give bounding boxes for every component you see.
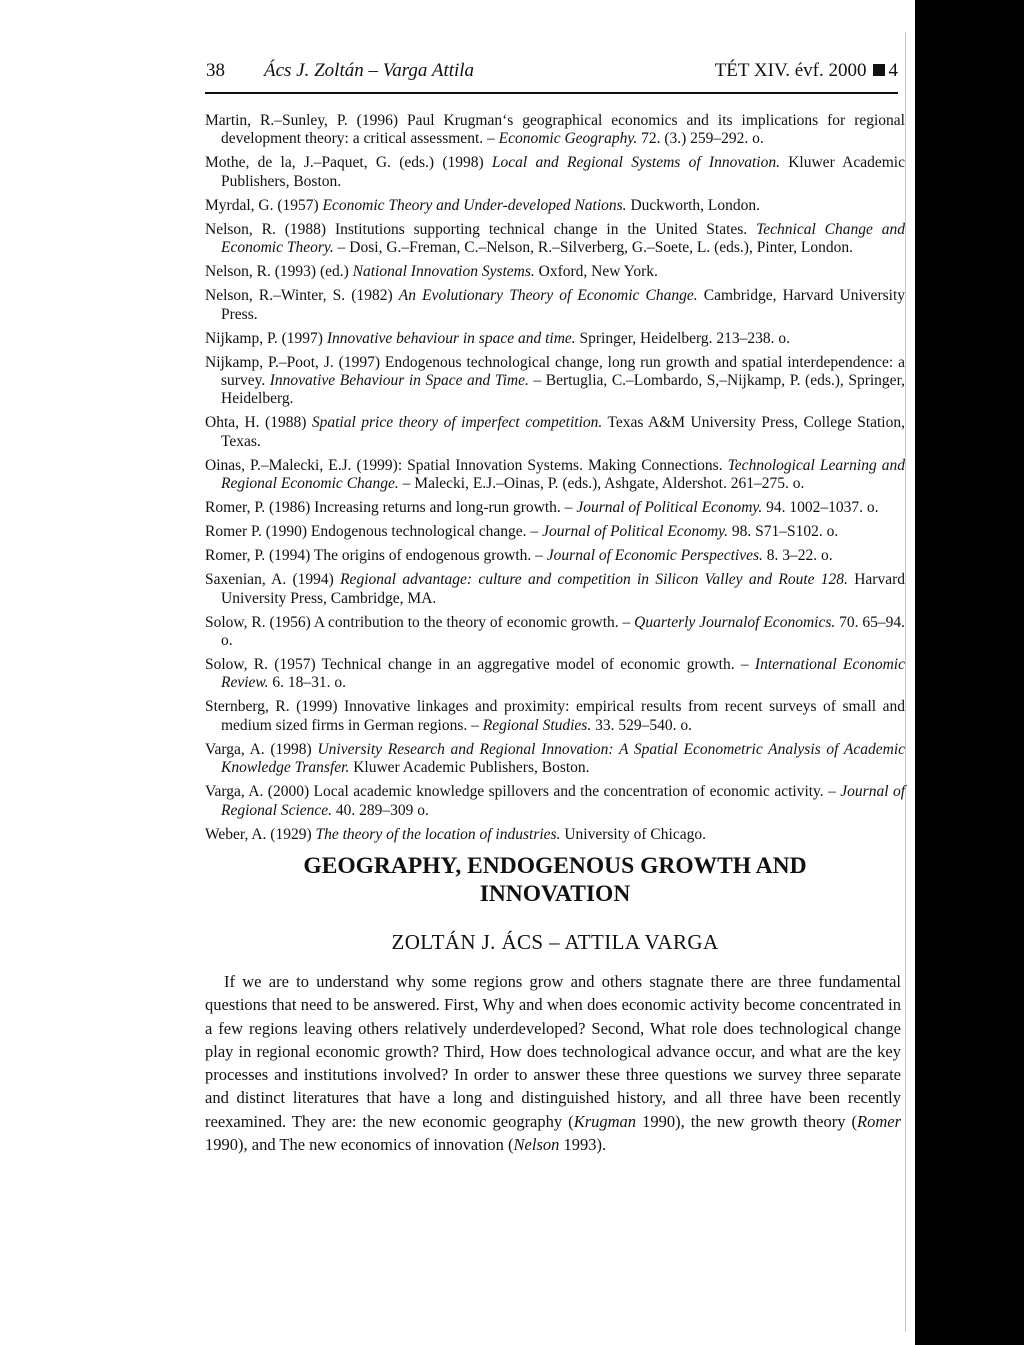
italic-segment: Regional Studies. — [482, 716, 592, 734]
reference-entry — [205, 826, 905, 844]
reference-entry — [205, 656, 905, 693]
text-segment: – Malecki, E.J.–Oinas, P. (eds.), Ashgate, Aldershot. 261–275. o. — [398, 475, 805, 493]
text-segment: Nijkamp, P. (1997) — [205, 329, 327, 347]
article-title-line-2: INNOVATION — [479, 881, 631, 907]
text-segment: Solow, R. (1956) A contribution to the theory of economic growth. – — [205, 613, 635, 631]
text-segment: Nelson, R. (1993) (ed.) — [205, 263, 353, 281]
text-segment: Nelson, R. (1988) Institutions supporting technical change in the United States. — [205, 220, 757, 238]
text-segment: Oinas, P.–Malecki, E.J. (1999): Spatial Innovation Systems. Making Connections. — [205, 456, 728, 474]
text-segment: 1990), and The new economics of innovation ( — [205, 1135, 514, 1155]
text-segment: Oxford, New York. — [534, 263, 658, 281]
journal-volume: TÉT XIV. évf. 2000 — [714, 60, 867, 81]
italic-segment: International Economic Review. — [221, 656, 905, 692]
text-segment: Nijkamp, P.–Poot, J. (1997) Endogenous technological change, long run growth and spatial interdependence: a survey. — [205, 353, 905, 390]
text-segment: 94. 1002–1037. o. — [762, 499, 879, 517]
article-title-line-1: GEOGRAPHY, ENDOGENOUS GROWTH AND — [303, 853, 807, 879]
text-segment: Nelson, R.–Winter, S. (1982) — [205, 287, 399, 305]
text-segment: Romer, P. (1994) The origins of endogenous growth. – — [205, 547, 547, 565]
text-segment: Mothe, de la, J.–Paquet, G. (eds.) (1998) — [205, 154, 492, 172]
page-edge-line — [905, 32, 906, 1332]
journal-issue: 4 — [888, 60, 898, 81]
reference-entry — [205, 741, 905, 778]
text-segment: 8. 3–22. o. — [762, 547, 833, 565]
text-segment: Springer, Heidelberg. 213–238. o. — [575, 329, 790, 347]
text-segment: 6. 18–31. o. — [268, 674, 346, 692]
text-segment: Romer P. (1990) Endogenous technological change. – — [205, 523, 543, 541]
reference-entry — [205, 112, 905, 149]
reference-entry — [205, 499, 905, 517]
text-segment: – Dosi, G.–Freman, C.–Nelson, R.–Silverberg, G.–Soete, L. (eds.), Pinter, London. — [333, 239, 853, 257]
text-segment: 72. (3.) 259–292. o. — [637, 130, 764, 148]
italic-segment: Journal of Economic Perspectives. — [546, 547, 763, 565]
reference-entry — [205, 457, 905, 494]
italic-segment: University Research and Regional Innovation: A Spatial Econometric Analysis of Academic Knowledge Transfer. — [221, 740, 906, 777]
italic-segment: Nelson — [513, 1135, 560, 1155]
italic-segment: Regional advantage: culture and competition in Silicon Valley and Route 128. — [340, 571, 848, 589]
text-segment: Sternberg, R. (1999) Innovative linkages and proximity: empirical results from recent surveys of small and medium sized firms in German regions. – — [205, 698, 905, 734]
text-segment: Romer, P. (1986) Increasing returns and long-run growth. – — [205, 499, 577, 517]
text-segment: Duckworth, London. — [626, 196, 761, 214]
reference-entry — [205, 287, 905, 324]
text-segment: Saxenian, A. (1994) — [205, 571, 341, 589]
italic-segment: Economic Theory and Under-developed Nations. — [322, 196, 627, 214]
reference-entry — [205, 523, 905, 541]
italic-segment: Spatial price theory of imperfect competition. — [311, 414, 603, 432]
reference-entry — [205, 197, 905, 215]
italic-segment: Journal of Regional Science. — [221, 783, 905, 819]
reference-entry — [205, 154, 905, 191]
italic-segment: Economic Geography. — [498, 130, 638, 148]
reference-entry — [205, 783, 905, 820]
text-segment: 1993). — [559, 1135, 607, 1155]
italic-segment: Technical Change and Economic Theory. — [221, 220, 906, 257]
text-segment: 98. S71–S102. o. — [728, 523, 839, 541]
text-segment: University of Chicago. — [560, 825, 706, 843]
square-bullet-icon — [873, 64, 885, 76]
reference-entry — [205, 221, 905, 258]
text-segment: 70. 65–94. o. — [221, 613, 905, 650]
article-abstract — [205, 970, 901, 1156]
text-segment: Cambridge, Harvard University Press. — [221, 287, 905, 323]
text-segment: Martin, R.–Sunley, P. (1996) Paul Krugman‘s geographical economics and its implications for regional development theory: a critical assessment. – — [205, 112, 905, 148]
reference-entry — [205, 354, 905, 409]
header-journal — [715, 60, 898, 82]
text-segment: Myrdal, G. (1957) — [205, 196, 323, 214]
article-title — [205, 852, 905, 908]
text-segment: Ohta, H. (1988) — [205, 414, 312, 432]
text-segment: Harvard University Press, Cambridge, MA. — [221, 571, 906, 607]
text-segment: 40. 289–309 o. — [332, 801, 429, 819]
article-byline: ZOLTÁN J. ÁCS – ATTILA VARGA — [391, 930, 719, 954]
text-segment: Kluwer Academic Publishers, Boston. — [221, 154, 905, 190]
reference-entry — [205, 571, 905, 608]
text-segment: Texas A&M University Press, College Station, Texas. — [221, 414, 905, 450]
italic-segment: Romer — [857, 1111, 901, 1131]
italic-segment: National Innovation Systems. — [352, 263, 535, 281]
reference-entry — [205, 698, 905, 735]
text-segment: 1990), the new growth theory ( — [636, 1111, 857, 1131]
text-segment: Kluwer Academic Publishers, Boston. — [349, 759, 590, 777]
italic-segment: An Evolutionary Theory of Economic Change. — [398, 287, 698, 305]
reference-entry — [205, 263, 905, 281]
text-segment: Varga, A. (1998) — [205, 740, 318, 758]
page-number: 38 — [206, 60, 225, 81]
reference-entry — [205, 414, 905, 451]
italic-segment: Innovative behaviour in space and time. — [326, 329, 576, 347]
italic-segment: The theory of the location of industries. — [315, 825, 561, 843]
text-segment: Varga, A. (2000) Local academic knowledge spillovers and the concentration of economic activity. – — [205, 783, 841, 801]
text-segment: 33. 529–540. o. — [591, 716, 692, 734]
reference-entry — [205, 614, 905, 651]
italic-segment: Local and Regional Systems of Innovation. — [491, 154, 780, 172]
italic-segment: Journal of Political Economy. — [576, 499, 763, 517]
text-segment: If we are to understand why some regions grow and others stagnate there are three fundamental questions that need to be answered. First, Why and when does economic activity become concentrated in a few regions leaving others relatively underdeveloped? Second, What role does technological change play in regional economic growth? Third, How does technological advance occur, and what are the key processes and institutions involved? In order to answer these three questions we survey three separate and distinct literatures that have a long and distinguished history, and all three have been recently reexamined. They are: the new economic geography ( — [205, 972, 901, 1131]
reference-entry — [205, 547, 905, 565]
italic-segment: Quarterly Journalof Economics. — [634, 613, 836, 631]
italic-segment: Krugman — [573, 1111, 637, 1131]
italic-segment: Technological Learning and Regional Economic Change. — [221, 456, 905, 493]
reference-list — [205, 112, 905, 850]
text-segment: Weber, A. (1929) — [205, 825, 316, 843]
italic-segment: Innovative Behaviour in Space and Time. — [269, 372, 529, 390]
text-segment: Solow, R. (1957) Technical change in an aggregative model of economic growth. – — [205, 656, 755, 674]
reference-entry — [205, 330, 905, 348]
running-header — [205, 58, 898, 94]
italic-segment: Journal of Political Economy. — [542, 523, 729, 541]
text-segment: – Bertuglia, C.–Lombardo, S,–Nijkamp, P. (eds.), Springer, Heidelberg. — [221, 372, 905, 408]
header-authors: Ács J. Zoltán – Varga Attila — [264, 60, 475, 81]
